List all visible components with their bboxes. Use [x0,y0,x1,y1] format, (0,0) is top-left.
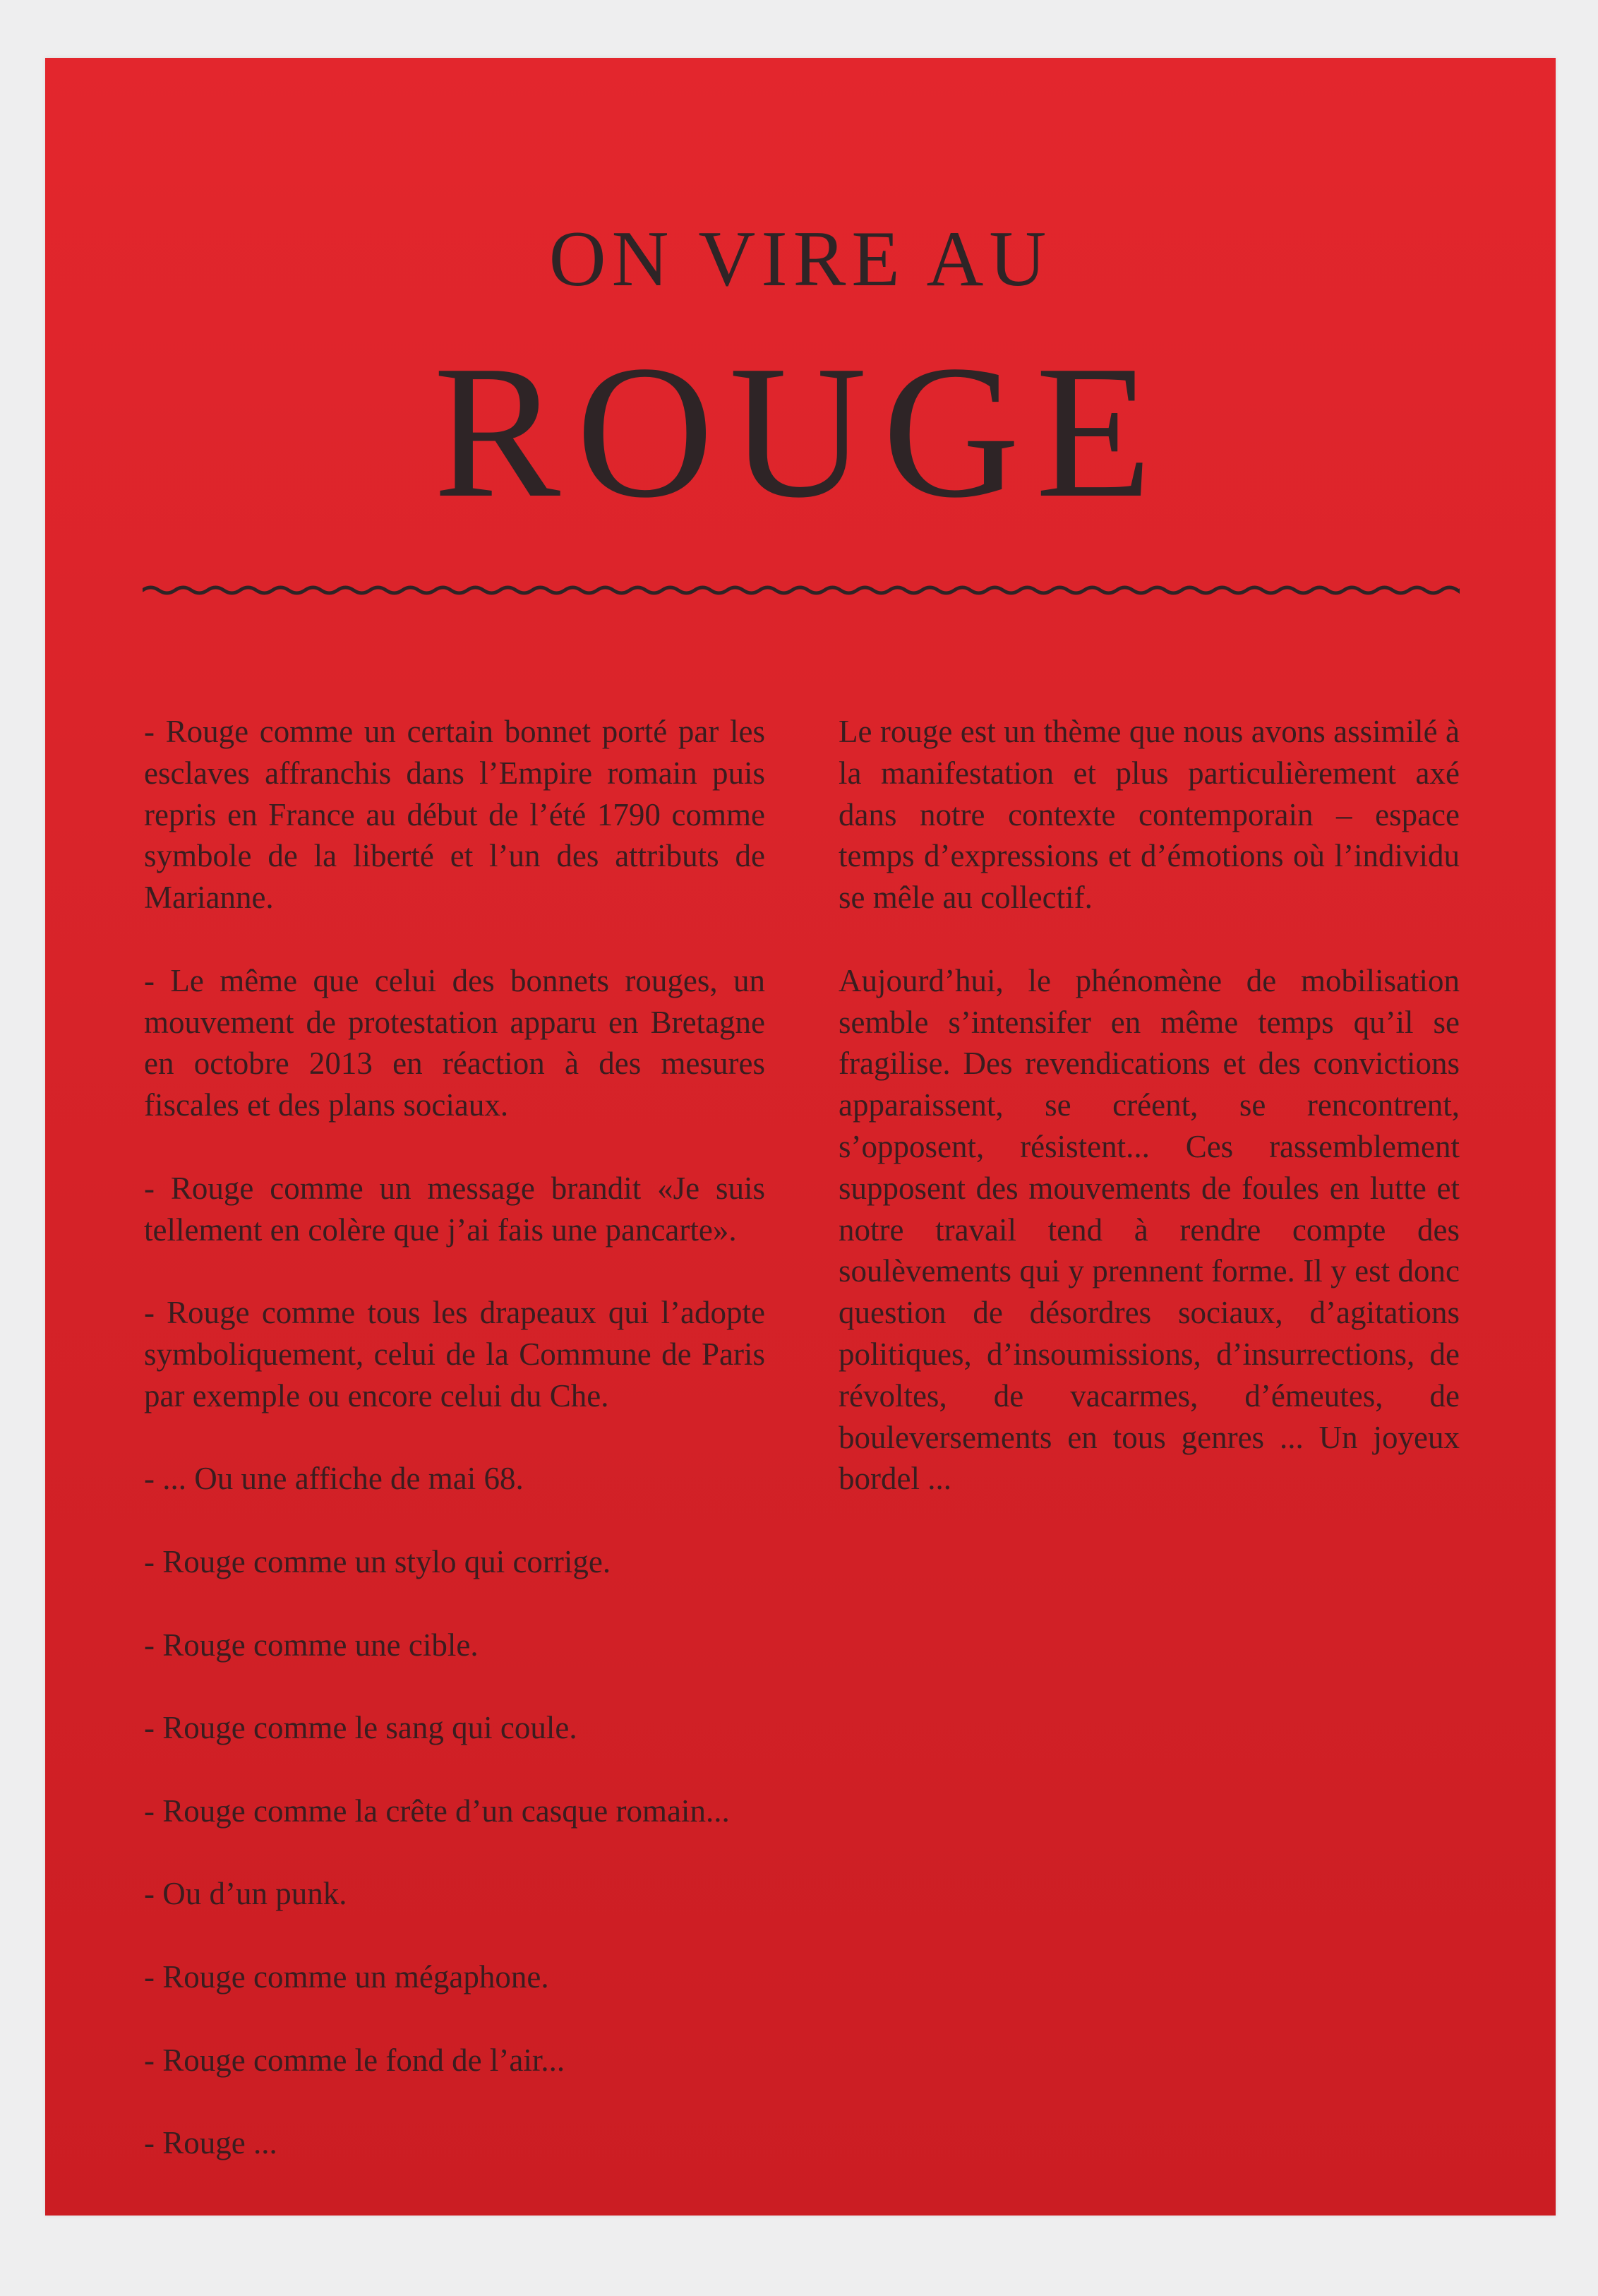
left-paragraph: - Le même que celui des bonnets rouges, un mouvement de protestation apparu en Bretagne en octobre 2013 en réaction à des mesures fiscales et des plans sociaux. [144,962,765,1123]
title-line-2: ROUGE [433,326,1167,537]
left-paragraph: - Rouge comme le fond de l’air... [144,2042,565,2078]
left-paragraph: - Rouge comme la crête d’un casque romain... [144,1793,730,1829]
left-paragraph: - Rouge comme un mégaphone. [144,1959,549,1995]
left-paragraph: - Rouge comme un certain bonnet porté par les esclaves affranchis dans l’Empire romain puis repris en France au début de l’été 1790 comme symbole de la liberté et l’un des attributs de Marianne. [144,714,765,916]
right-column [839,711,1460,1541]
left-paragraph: - Rouge comme un stylo qui corrige. [144,1543,611,1579]
poster [45,58,1556,2216]
left-paragraph: - Rouge ... [144,2125,277,2161]
left-paragraph: - Rouge comme une cible. [144,1627,479,1663]
left-paragraph: - Rouge comme un message brandit «Je suis tellement en colère que j’ai fais une pancarte». [144,1170,765,1248]
title-line-1: ON VIRE AU [548,215,1052,303]
left-paragraph: - Ou d’un punk. [144,1876,347,1912]
right-paragraph: Aujourd’hui, le phénomène de mobilisation semble s’intensifer en même temps qu’il se fragilise. Des revendications et des convictions apparaissent, se créent, se rencontrent, s’opposent, résistent... Ces rassemblement supposent des mouvements de foules en lutte et notre travail tend à rendre compte des soulèvements qui y prennent forme. Il y est donc question de désordres sociaux, d’agitations politiques, d’insoumissions, d’insurrections, de révoltes, de vacarmes, d’émeutes, de bouleversements en tous genres ... Un joyeux bordel ... [839,962,1460,1497]
left-paragraph: - ... Ou une affiche de mai 68. [144,1461,524,1497]
left-paragraph: - Rouge comme le sang qui coule. [144,1710,577,1746]
wavy-divider-icon [143,576,1460,604]
right-paragraph: Le rouge est un thème que nous avons assimilé à la manifestation et plus particulièrement axé dans notre contexte contemporain – espace temps d’expressions et d’émotions où l’individu se mêle au collectif. [839,714,1460,916]
left-paragraph: - Rouge comme tous les drapeaux qui l’adopte symboliquement, celui de la Commune de Paris par exemple ou encore celui du Che. [144,1295,765,1413]
left-column [144,711,765,2206]
